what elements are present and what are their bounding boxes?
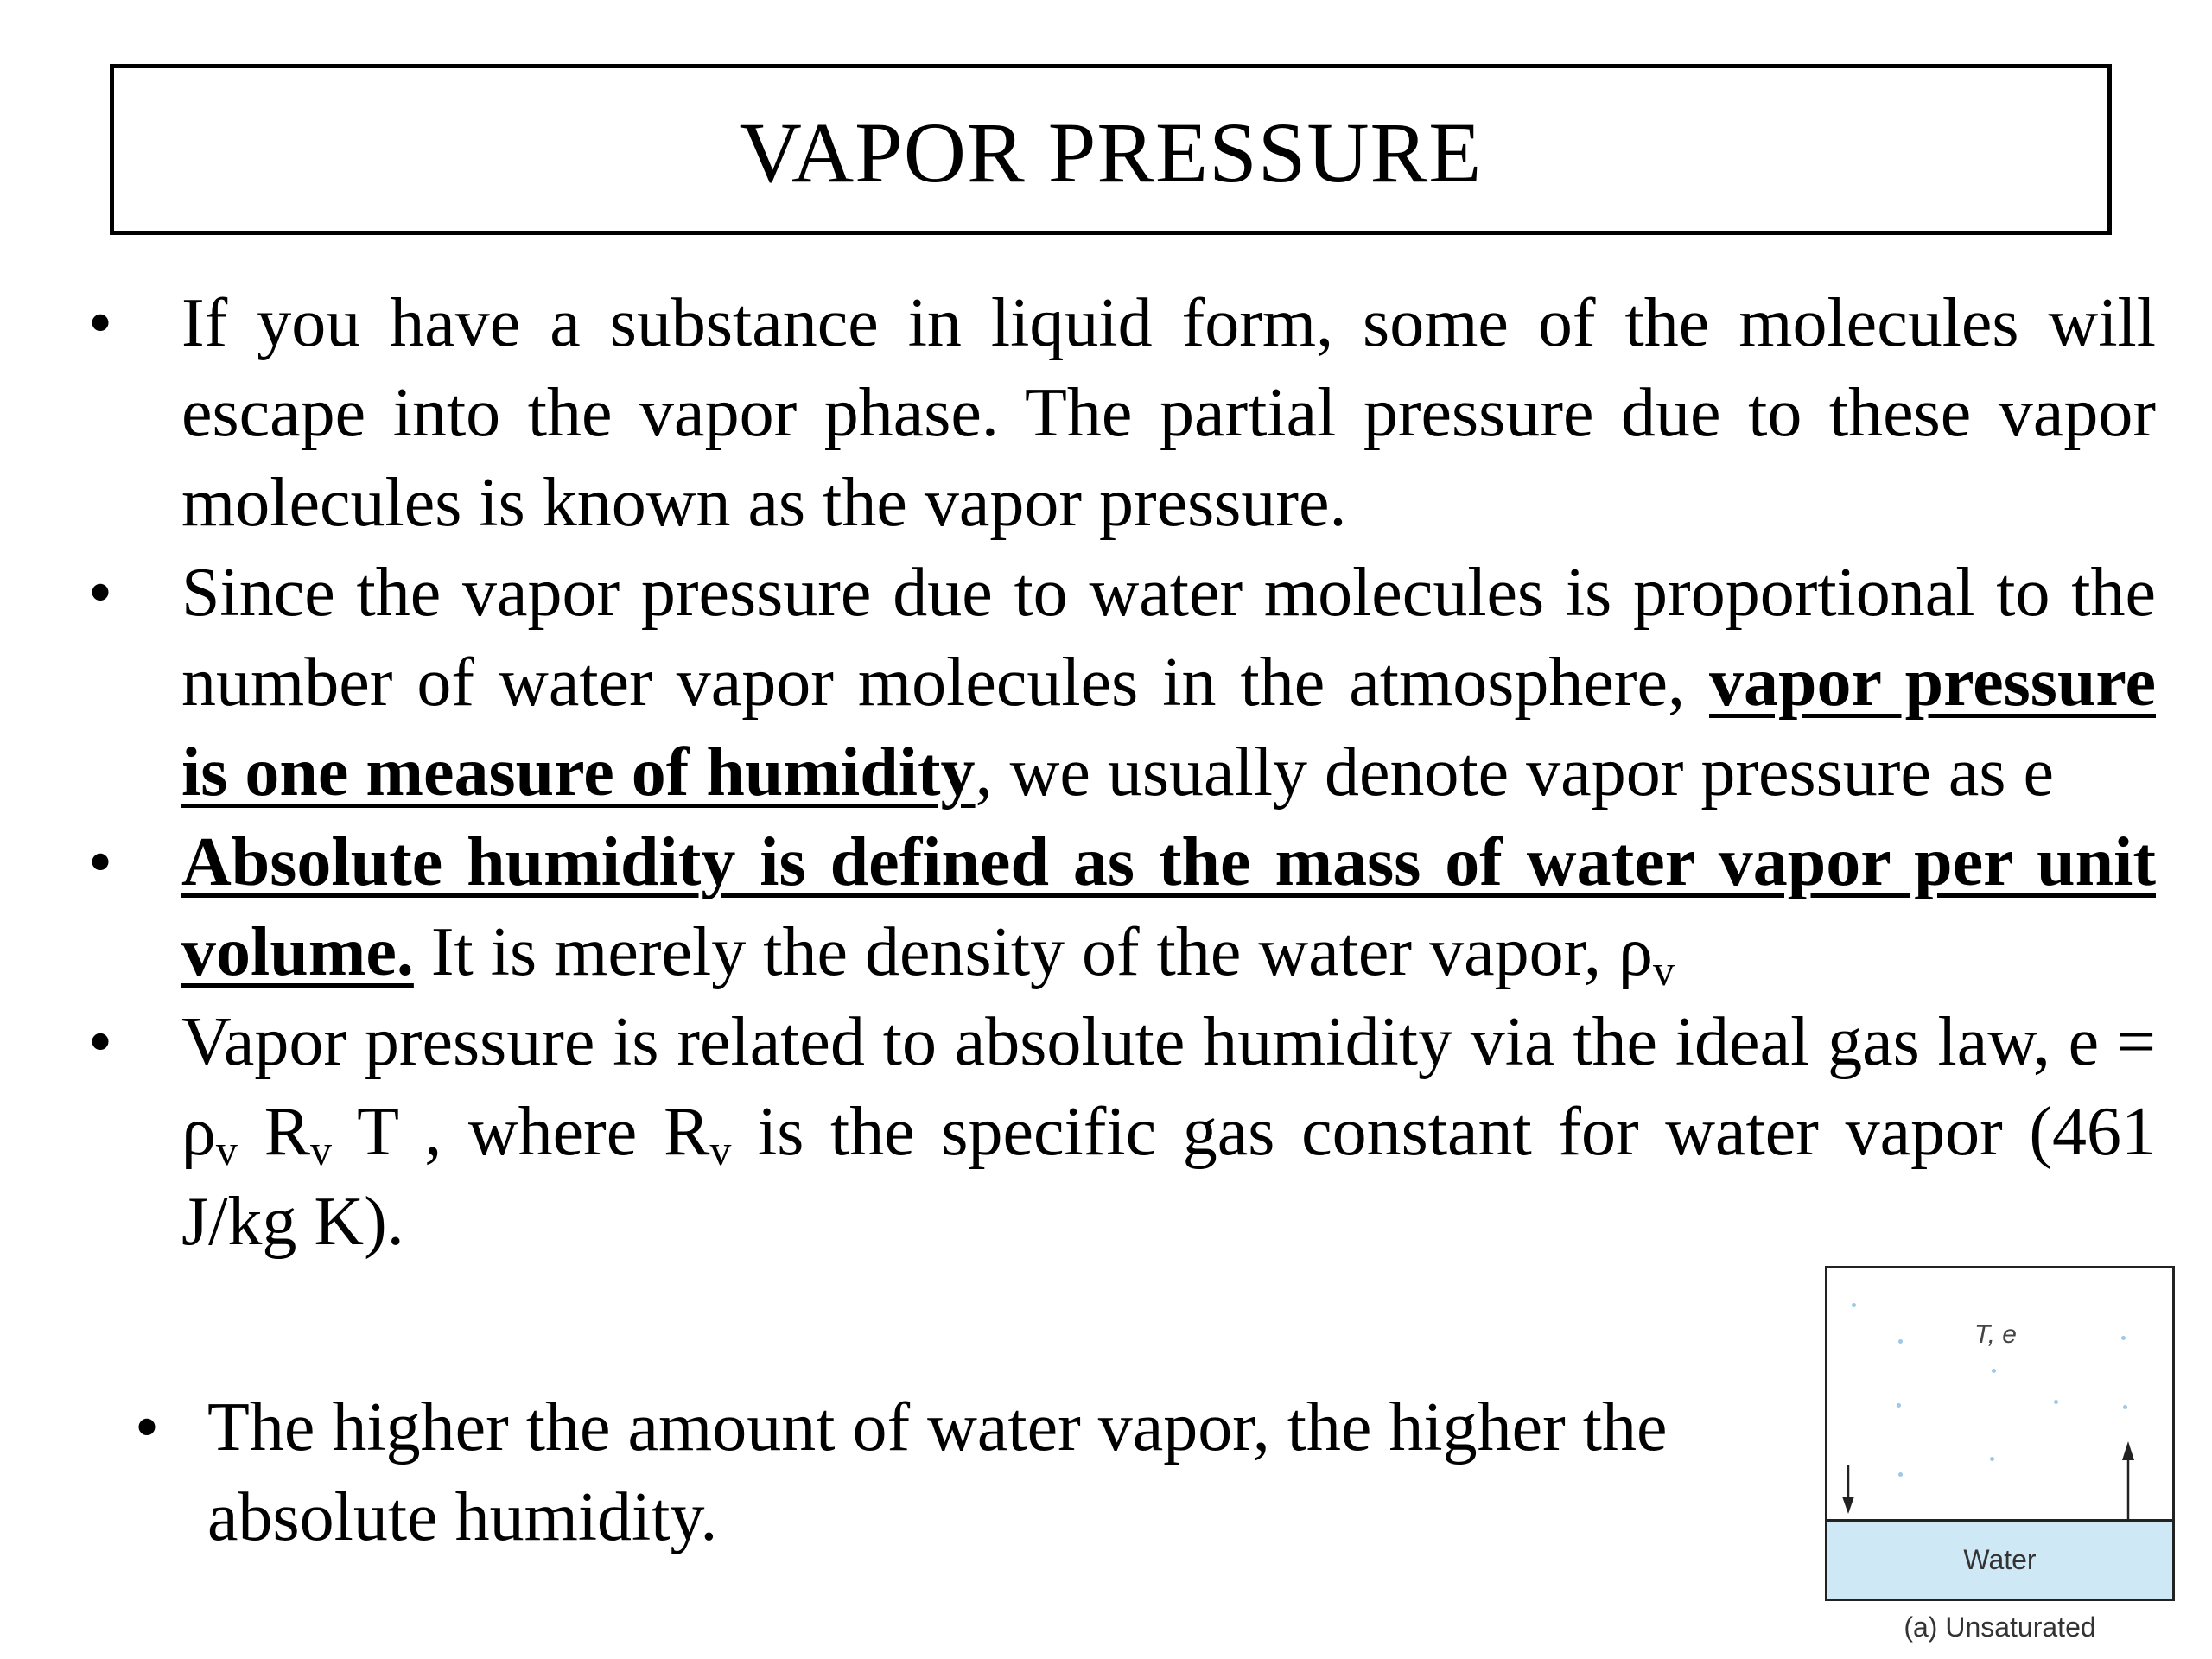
figure-caption: (a) Unsaturated [1904,1611,2096,1643]
subscript: v [215,1126,238,1174]
bullet-text: If you have a substance in liquid form, some of the molecules will escape into the vapor phase. The partial pressure due to these vapor molecules is known as the vapor pressure. [181,285,2156,541]
bullet-text: Since the vapor pressure due to water molecules is proportional to the number of water vapor molecules in the atmosphere, [181,555,2156,721]
bullet-item [125,1382,1698,1562]
water-label: Water [1963,1544,2037,1575]
unsaturated-figure [1825,1266,2175,1646]
emphasized-text: vapor pressure is one measure of humidity [181,645,2156,810]
water-layer [1827,1519,2172,1599]
subscript: v [1652,946,1675,995]
bullet-text: The higher the amount of water vapor, the higher the absolute humidity. [207,1389,1668,1555]
bullet-dot: • [88,824,113,900]
title-box [110,64,2112,235]
bullet-item [86,997,2156,1267]
bullet-text: , we usually denote vapor pressure as e [975,734,2055,810]
slide-title: VAPOR PRESSURE [739,105,1483,200]
bullet-text: T , where R [331,1094,710,1170]
bullet-item [86,278,2156,548]
bullet-text: Vapor pressure is related to absolute humidity via the ideal gas law, e = ρ [181,1004,2156,1170]
bullet-dot: • [88,285,113,361]
bullet-text: It is merely the density of the water vapor, ρ [413,914,1653,990]
bullet-item [86,548,2156,817]
bullet-dot: • [88,1004,113,1080]
figure-label: T, e [1974,1320,2017,1349]
subscript: v [309,1126,332,1174]
bullet-list [86,278,2156,1267]
bullet-item [86,817,2156,997]
subscript: v [709,1126,732,1174]
bullet-dot: • [88,555,113,631]
bullet-dot: • [134,1389,159,1465]
figure-frame [1825,1266,2175,1601]
emphasized-text: Absolute humidity is defined as the mass of water vapor per unit volume. [181,824,2156,990]
bullet-text: is the specific gas constant for water vapor (461 J/kg K). [181,1094,2157,1260]
bullet-text: R [237,1094,310,1170]
